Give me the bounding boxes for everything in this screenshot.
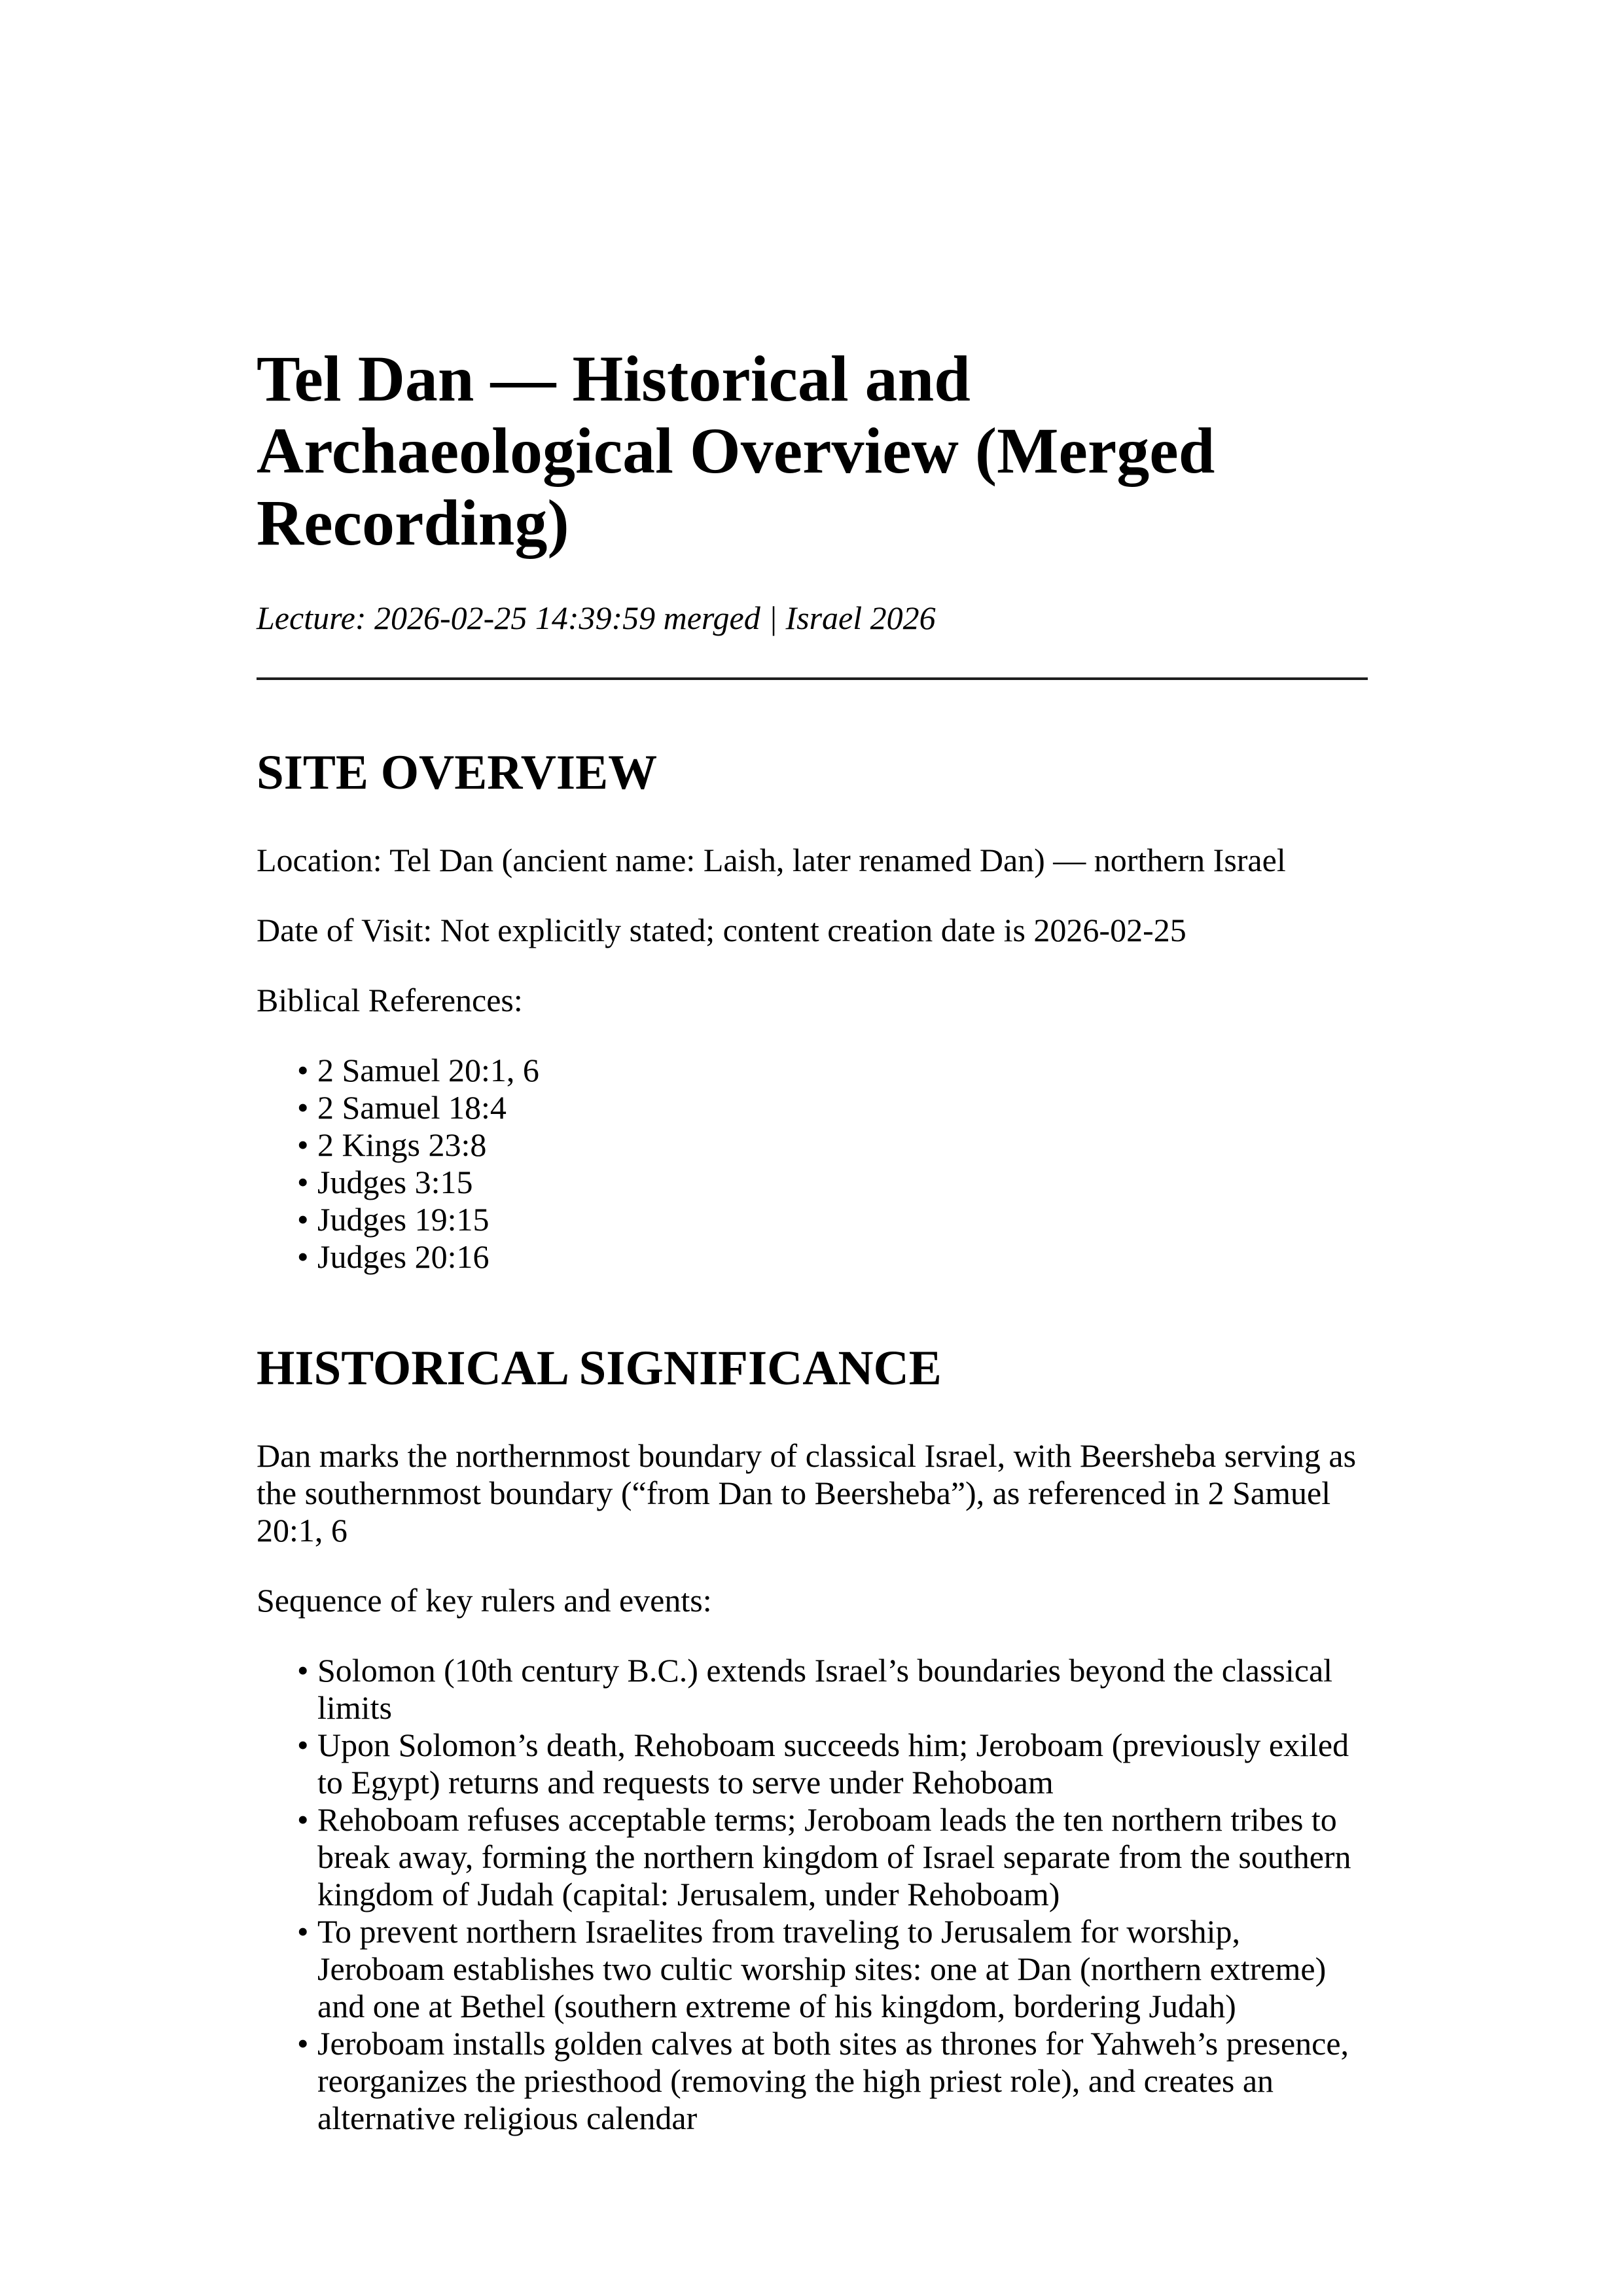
list-item: • Rehoboam refuses acceptable terms; Jeroboam leads the ten northern tribes to break away, forming the northern kingdom of Israel separate from the southern kingdom of Judah (capital: Jerusalem, under Rehoboam) <box>317 1801 1368 1913</box>
sequence-label: Sequence of key rulers and events: <box>257 1582 712 1619</box>
list-item: • To prevent northern Israelites from traveling to Jerusalem for worship, Jeroboam establishes two cultic worship sites: one at Dan (northern extreme) and one at Bethel (southern extreme of his kingdom, bordering Judah) <box>317 1913 1368 2025</box>
list-item: • Jeroboam installs golden calves at both sites as thrones for Yahweh’s presence, reorganizes the priesthood (removing the high priest role), and creates an alternative religious calendar <box>317 2025 1368 2137</box>
list-item: • Judges 19:15 <box>317 1201 1368 1238</box>
section-heading-site-overview: SITE OVERVIEW <box>257 745 658 800</box>
list-item: • Upon Solomon’s death, Rehoboam succeeds him; Jeroboam (previously exiled to Egypt) returns and requests to serve under Rehoboam <box>317 1727 1368 1801</box>
rulers-events-list <box>257 1652 1368 2137</box>
list-item: • Judges 20:16 <box>317 1238 1368 1276</box>
document-title: Tel Dan — Historical and Archaeological Overview (Merged Recording) <box>257 342 1215 559</box>
list-item: • Judges 3:15 <box>317 1164 1368 1201</box>
lecture-meta-line: Lecture: 2026-02-25 14:39:59 merged | Israel 2026 <box>257 600 936 636</box>
list-item: • 2 Kings 23:8 <box>317 1126 1368 1164</box>
list-item: • Solomon (10th century B.C.) extends Israel’s boundaries beyond the classical limits <box>317 1652 1368 1727</box>
date-of-visit-paragraph: Date of Visit: Not explicitly stated; content creation date is 2026-02-25 <box>257 912 1186 948</box>
section-heading-historical-significance: HISTORICAL SIGNIFICANCE <box>257 1341 942 1395</box>
list-item: • 2 Samuel 20:1, 6 <box>317 1052 1368 1089</box>
list-item: • 2 Samuel 18:4 <box>317 1089 1368 1126</box>
historical-significance-paragraph: Dan marks the northernmost boundary of classical Israel, with Beersheba serving as the southernmost boundary (“from Dan to Beersheba”), as referenced in 2 Samuel 20:1, 6 <box>257 1437 1357 1549</box>
biblical-references-label: Biblical References: <box>257 982 523 1018</box>
horizontal-divider <box>257 677 1368 680</box>
biblical-references-list <box>257 1052 1368 1276</box>
location-paragraph: Location: Tel Dan (ancient name: Laish, later renamed Dan) — northern Israel <box>257 842 1286 878</box>
